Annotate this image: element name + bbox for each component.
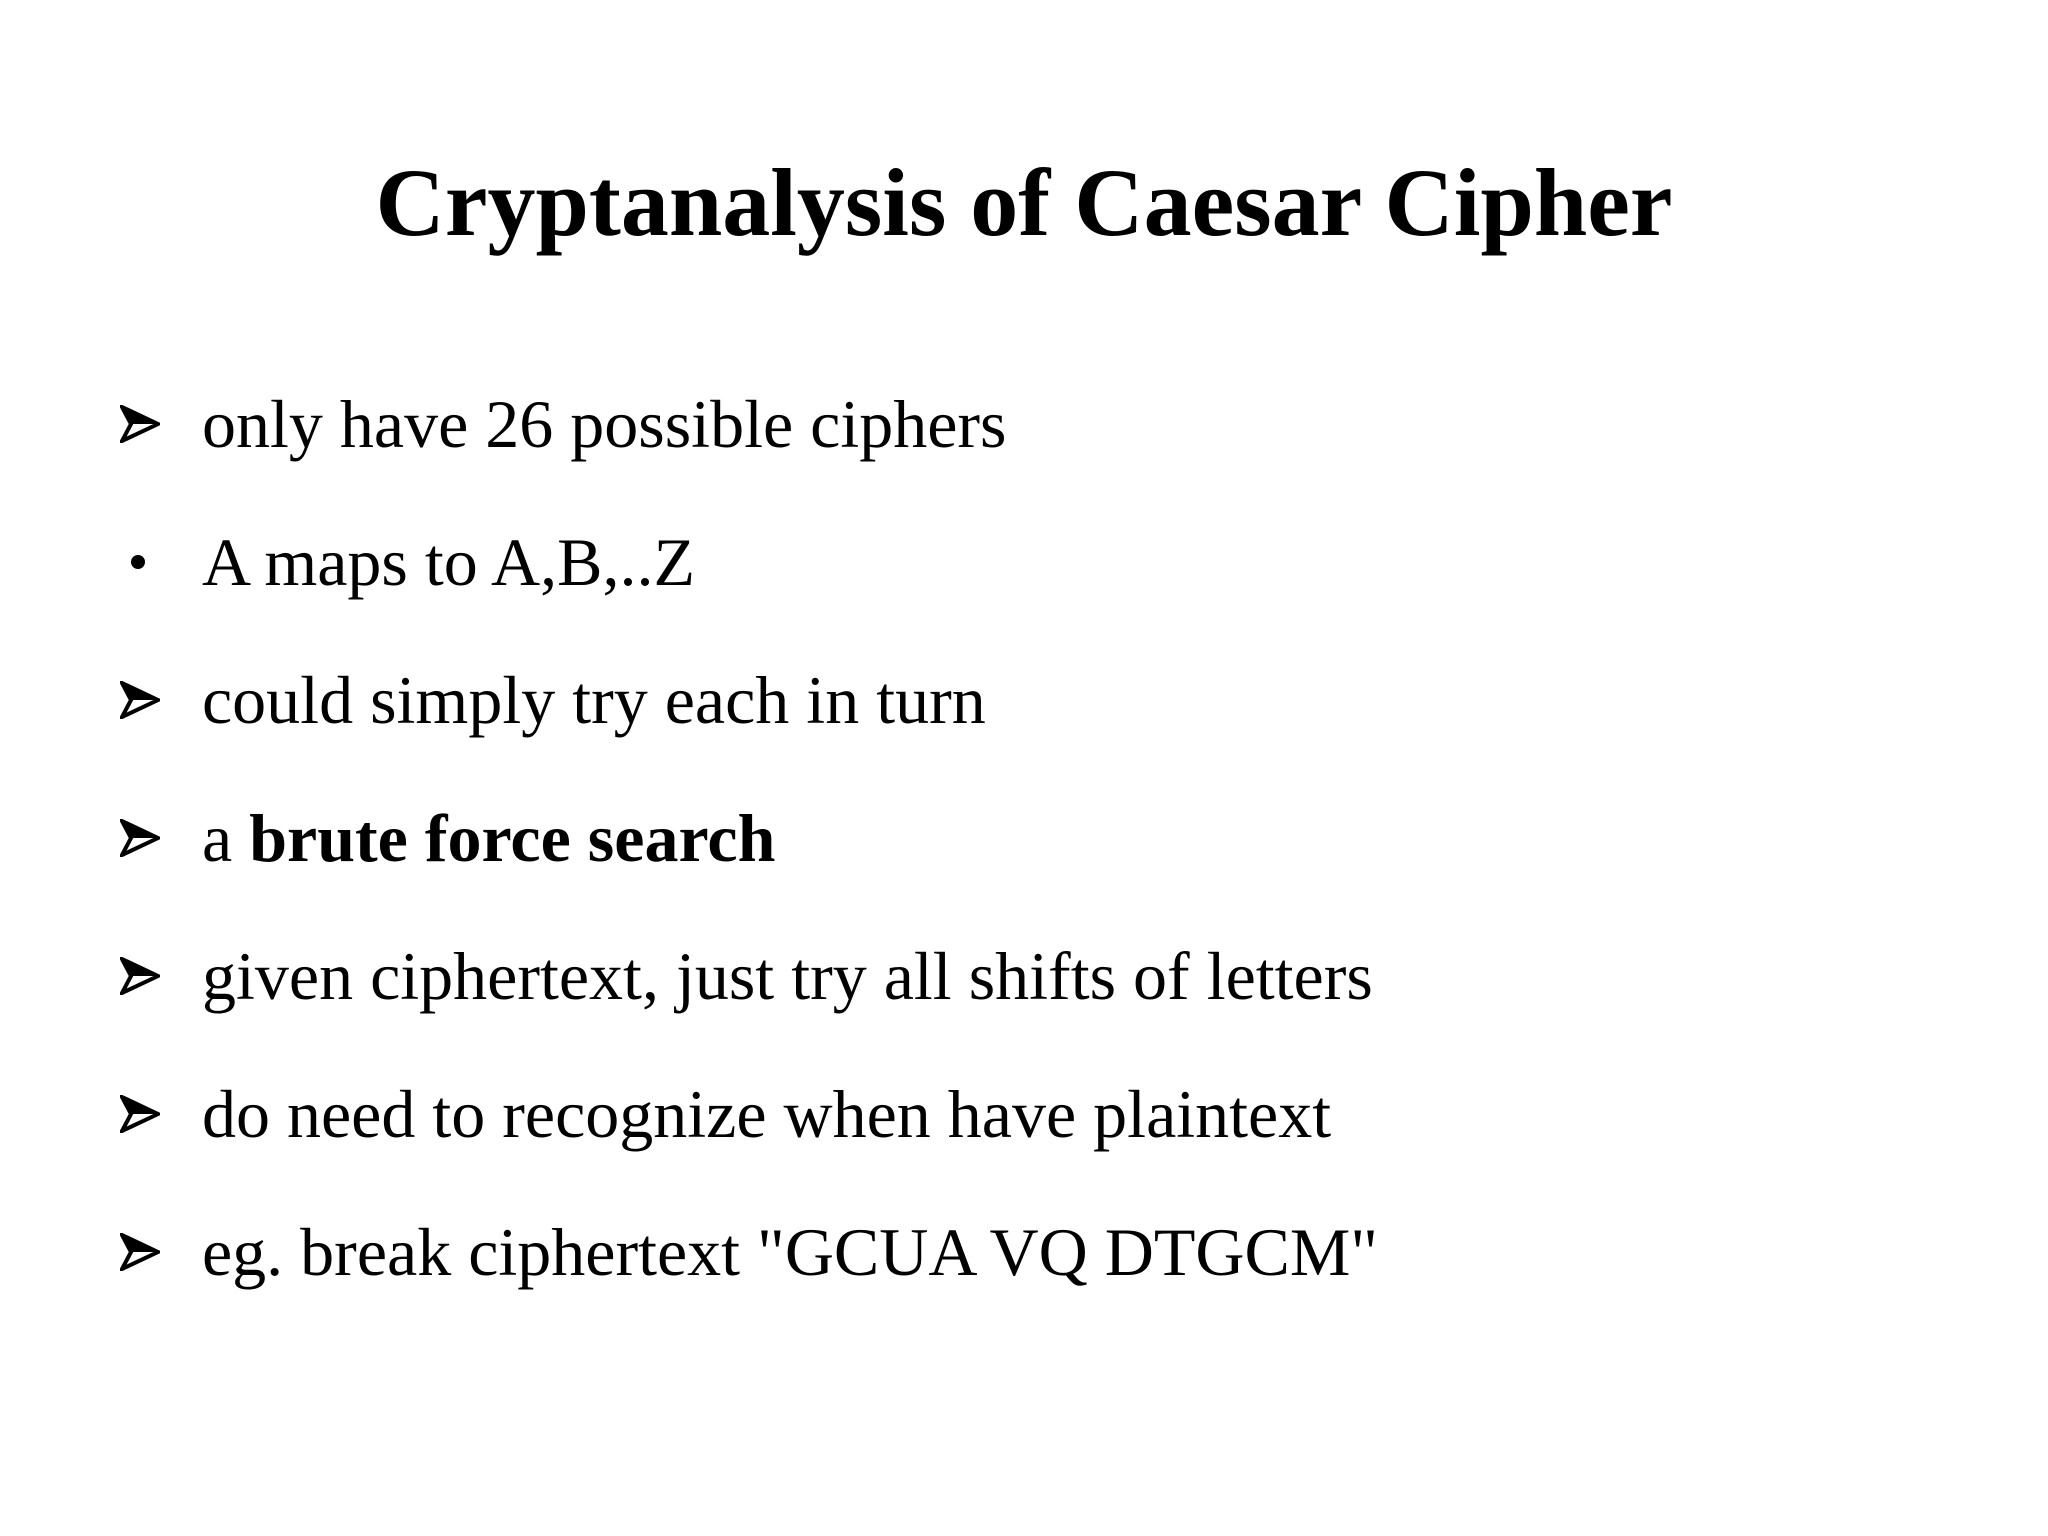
bullet-text: given ciphertext, just try all shifts of letters: [202, 938, 1373, 1014]
bullet-text: [202, 786, 775, 890]
slide-title: Cryptanalysis of Caesar Cipher: [375, 149, 1673, 256]
bullet-text: only have 26 possible ciphers: [202, 386, 1007, 462]
bullet-text: eg. break ciphertext "GCUA VQ DTGCM": [202, 1214, 1379, 1290]
bullet-prefix: a: [202, 800, 250, 876]
arrowhead-icon: [120, 372, 190, 476]
bullet-text: A maps to A,B,..Z: [202, 524, 696, 600]
arrowhead-icon: [120, 1200, 190, 1304]
bullet-text: do need to recognize when have plaintext: [202, 1076, 1332, 1152]
bold-phrase: brute force search: [249, 800, 776, 876]
bullet-text: could simply try each in turn: [202, 662, 986, 738]
arrowhead-icon: [120, 924, 190, 1028]
dot-icon: [120, 510, 190, 614]
arrowhead-icon: [120, 786, 190, 890]
arrowhead-icon: [120, 648, 190, 752]
arrowhead-icon: [120, 1062, 190, 1166]
